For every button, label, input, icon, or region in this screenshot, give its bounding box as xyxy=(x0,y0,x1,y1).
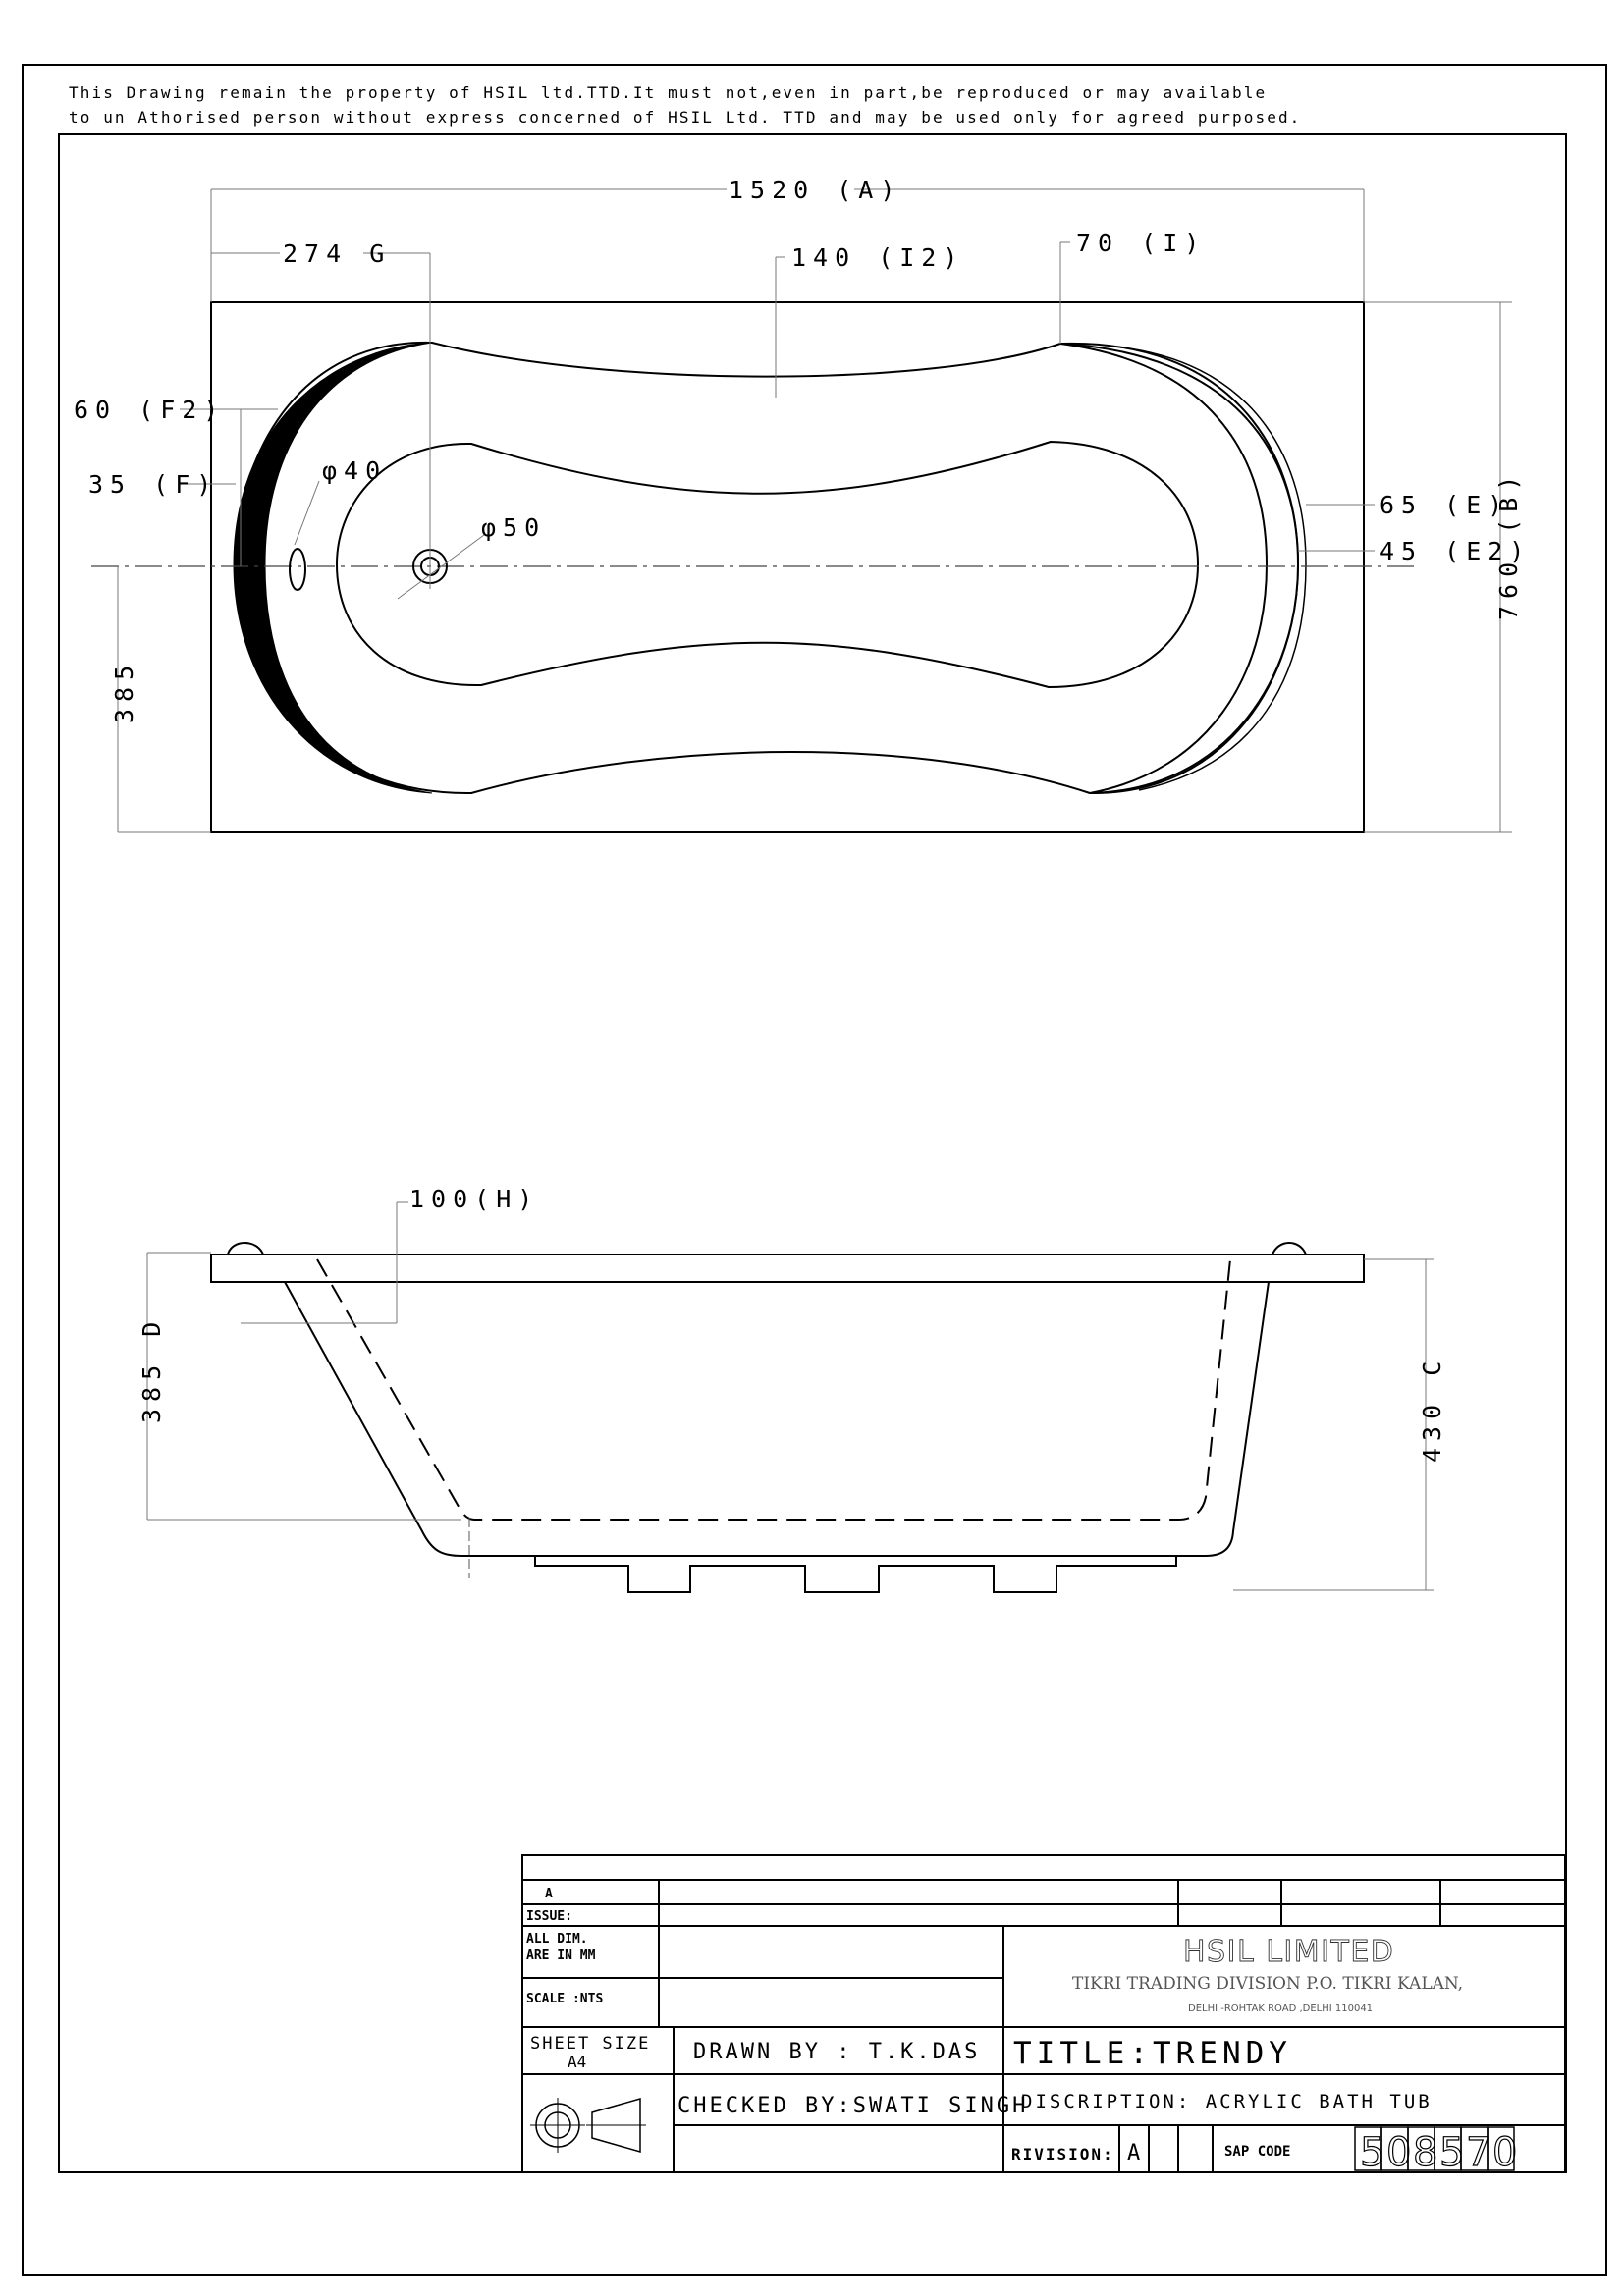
are-in-mm-label: ARE IN MM xyxy=(526,1949,596,1963)
sap-code-label: SAP CODE xyxy=(1224,2144,1291,2160)
dim-e2: 45 (E2) xyxy=(1380,537,1532,565)
dim-d: 385 D xyxy=(137,1314,166,1423)
dim-385-plan: 385 xyxy=(110,658,138,723)
tub-body-inner xyxy=(317,1259,1230,1520)
drawn-by: DRAWN BY : T.K.DAS xyxy=(693,2040,981,2064)
notice-line-1: This Drawing remain the property of HSIL ltd.TTD.It must not,even in part,be reproduced or may available xyxy=(69,83,1268,102)
company-name: HSIL LIMITED xyxy=(1183,1935,1395,1969)
rev-a: A xyxy=(545,1887,553,1901)
side-view xyxy=(211,1243,1364,1592)
dim-overflow: φ40 xyxy=(322,456,388,485)
dim-i: 70 (I) xyxy=(1076,229,1207,257)
sap-digit-3: 8 xyxy=(1413,2130,1438,2175)
scale-label: SCALE :NTS xyxy=(526,1992,604,2006)
title-block xyxy=(522,1855,1565,2172)
dim-c: 430 C xyxy=(1418,1354,1446,1463)
rim-left-edge xyxy=(234,343,432,793)
side-rim-right xyxy=(1272,1243,1306,1255)
sap-digit-2: 0 xyxy=(1386,2130,1412,2175)
drawing-title: TITLE:TRENDY xyxy=(1013,2036,1292,2071)
all-dim-label: ALL DIM. xyxy=(526,1932,588,1947)
bowl-inner xyxy=(337,442,1198,687)
dim-i2: 140 (I2) xyxy=(791,243,965,272)
dim-f: 35 (F) xyxy=(88,470,219,499)
dim-f2: 60 (F2) xyxy=(74,396,226,424)
dim-h: 100(H) xyxy=(409,1185,540,1213)
plan-dimension-lines xyxy=(118,189,1512,832)
revision-value: A xyxy=(1127,2141,1141,2165)
sheet-size-value: A4 xyxy=(568,2053,587,2071)
sap-digit-5: 7 xyxy=(1466,2130,1491,2175)
sap-digit-4: 5 xyxy=(1439,2130,1465,2175)
dim-width: 760 (B) xyxy=(1494,468,1523,620)
revision-label: RIVISION: xyxy=(1011,2145,1114,2163)
rim-right-edge xyxy=(1060,344,1298,793)
company-division: TIKRI TRADING DIVISION P.O. TIKRI KALAN, xyxy=(1072,1974,1464,1994)
sap-digit-1: 5 xyxy=(1360,2130,1385,2175)
dim-e: 65 (E) xyxy=(1380,491,1510,519)
issue-label: ISSUE: xyxy=(526,1909,572,1924)
tub-supports xyxy=(535,1556,1176,1592)
sap-digit-6: 0 xyxy=(1492,2130,1518,2175)
side-rim-left xyxy=(228,1243,263,1255)
dim-drain: φ50 xyxy=(481,513,547,542)
plan-view xyxy=(91,302,1414,832)
sheet-size-label: SHEET SIZE xyxy=(530,2034,651,2054)
description: DISCRIPTION: ACRYLIC BATH TUB xyxy=(1021,2091,1433,2112)
side-deck xyxy=(211,1255,1364,1282)
rim-outer xyxy=(236,343,1298,793)
dim-g: 274 G xyxy=(283,240,392,268)
overflow-hole xyxy=(290,549,305,590)
side-dimension-lines xyxy=(147,1202,1434,1590)
checked-by: CHECKED BY:SWATI SINGH xyxy=(677,2094,1029,2118)
tub-body-outer xyxy=(285,1282,1269,1556)
notice-line-2: to un Athorised person without express concerned of HSIL Ltd. TTD and may be used only for agreed purposed. xyxy=(69,108,1302,127)
company-address: DELHI -ROHTAK ROAD ,DELHI 110041 xyxy=(1188,2003,1374,2014)
dim-length: 1520 (A) xyxy=(729,176,902,204)
